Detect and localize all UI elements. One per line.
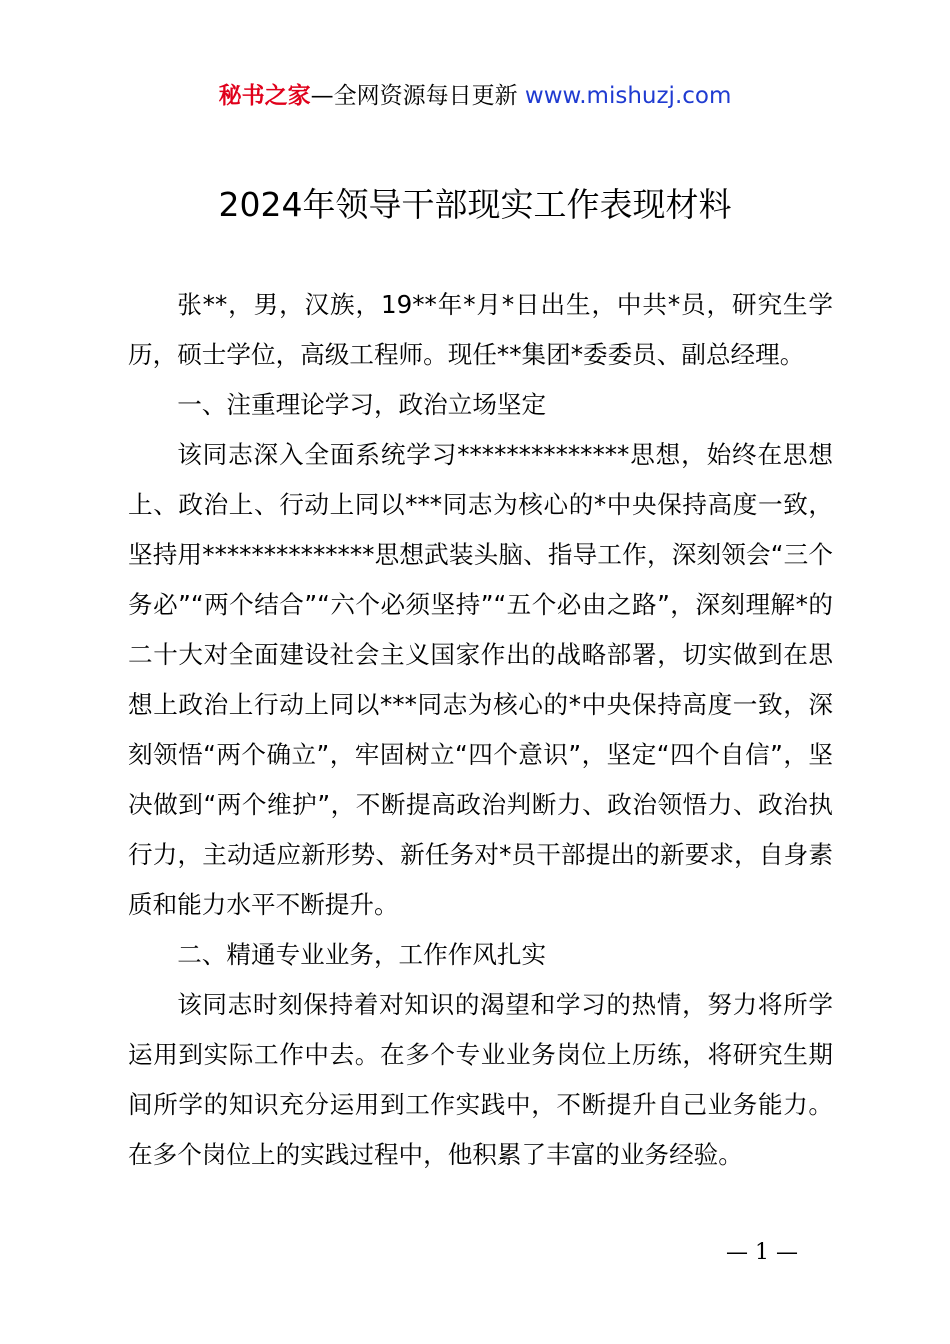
brand-name: 秘书之家 [218,83,311,109]
section-1-paragraph: 该同志深入全面系统学习**************思想，始终在思想上、政治上、行动上同以***同志为核心的*中央保持高度一致，坚持用**************思想武装头脑、指导工作，深刻领会“三个务必”“两个结合”“六个必须坚持”“五个必由之路”，深刻理解*的二十大对全面建设社会主义国家作出的战略部署，切实做到在思想上政治上行动上同以***同志为核心的*中央保持高度一致，深刻领悟“两个确立”，牢固树立“四个意识”，坚定“四个自信”，坚决做到“两个维护”，不断提高政治判断力、政治领悟力、政治执行力，主动适应新形势、新任务对*员干部提出的新要求，自身素质和能力水平不断提升。 [128,440,833,919]
document-title: 2024年领导干部现实工作表现材料 [218,185,732,224]
page-number: — 1 — [726,1240,798,1265]
document-body [128,280,833,1180]
brand-slogan: —全网资源每日更新 [310,83,518,109]
section-2-paragraph: 该同志时刻保持着对知识的渴望和学习的热情，努力将所学运用到实际工作中去。在多个专业业务岗位上历练，将研究生期间所学的知识充分运用到工作实践中，不断提升自己业务能力。在多个岗位上的实践过程中，他积累了丰富的业务经验。 [128,990,833,1169]
site-url-link[interactable]: www.mishuzj.com [524,83,732,109]
intro-paragraph: 张**，男，汉族，19**年*月*日出生，中共*员，研究生学历，硕士学位，高级工程师。现任**集团*委委员、副总经理。 [128,290,833,369]
section-heading-1: 一、注重理论学习，政治立场坚定 [177,390,547,419]
header-banner [0,80,950,112]
section-heading-2: 二、精通专业业务，工作作风扎实 [177,940,547,969]
